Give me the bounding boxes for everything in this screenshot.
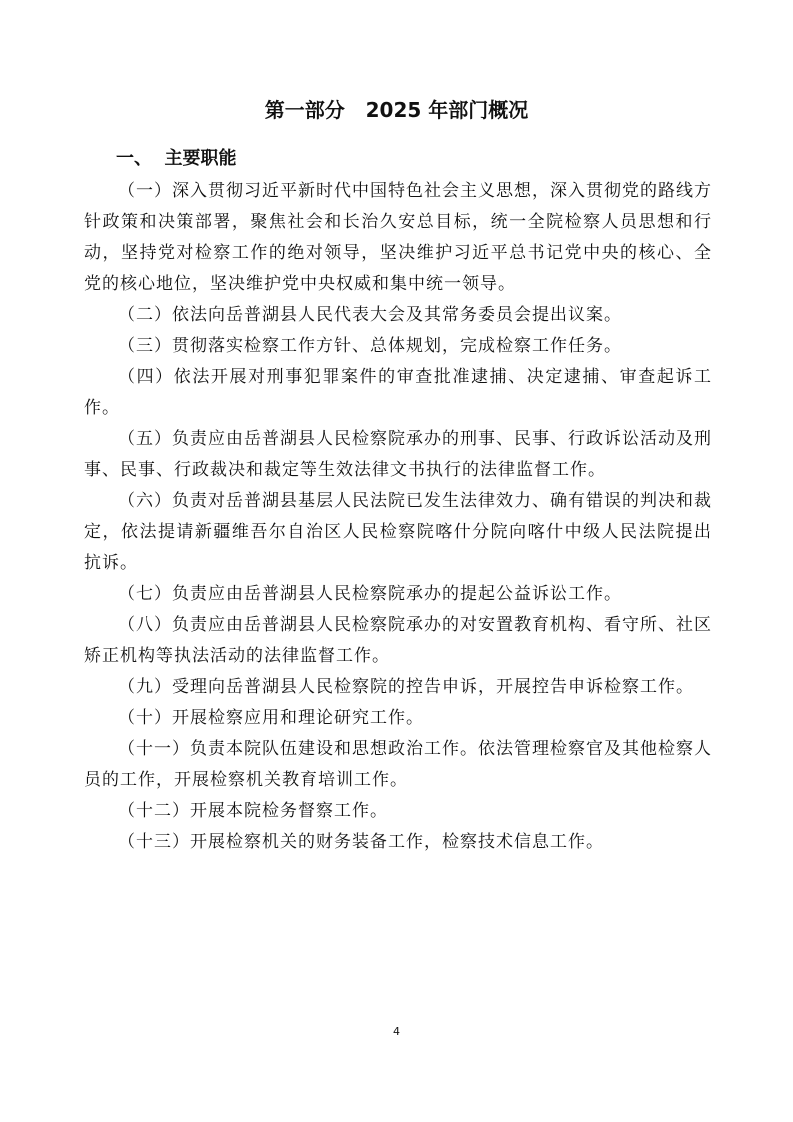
paragraph-13: （十三）开展检察机关的财务装备工作，检察技术信息工作。 (118, 832, 604, 852)
paragraph-11: （十一）负责本院队伍建设和思想政治工作。依法管理检察官及其他检察人员的工作，开展检察机关教育培训工作。 (84, 739, 712, 790)
paragraph-10: （十）开展检察应用和理论研究工作。 (118, 708, 424, 728)
paragraph-1: （一）深入贯彻习近平新时代中国特色社会主义思想，深入贯彻党的路线方针政策和决策部署，聚焦社会和长治久安总目标，统一全院检察人员思想和行动，坚持党对检察工作的绝对领导，坚决维护习近平总书记党中央的核心、全党的核心地位，坚决维护党中央权威和集中统一领导。 (84, 181, 712, 294)
paragraph-9: （九）受理向岳普湖县人民检察院的控告申诉，开展控告申诉检察工作。 (118, 677, 694, 697)
paragraph-5: （五）负责应由岳普湖县人民检察院承办的刑事、民事、行政诉讼活动及刑事、民事、行政裁决和裁定等生效法律文书执行的法律监督工作。 (84, 429, 712, 480)
page-number: 4 (393, 1025, 400, 1038)
paragraph-7: （七）负责应由岳普湖县人民检察院承办的提起公益诉讼工作。 (118, 584, 622, 604)
section-heading: 一、 主要职能 (116, 148, 237, 169)
paragraph-6: （六）负责对岳普湖县基层人民法院已发生法律效力、确有错误的判决和裁定，依法提请新疆维吾尔自治区人民检察院喀什分院向喀什中级人民法院提出抗诉。 (84, 491, 712, 573)
paragraph-2: （二）依法向岳普湖县人民代表大会及其常务委员会提出议案。 (118, 305, 622, 325)
document-body (84, 176, 712, 858)
page-title: 第一部分 2025 年部门概况 (264, 98, 529, 122)
paragraph-8: （八）负责应由岳普湖县人民检察院承办的对安置教育机构、看守所、社区矫正机构等执法活动的法律监督工作。 (84, 615, 712, 666)
paragraph-4: （四）依法开展对刑事犯罪案件的审查批准逮捕、决定逮捕、审查起诉工作。 (84, 367, 712, 418)
paragraph-12: （十二）开展本院检务督察工作。 (118, 801, 388, 821)
paragraph-3: （三）贯彻落实检察工作方针、总体规划，完成检察工作任务。 (118, 336, 622, 356)
